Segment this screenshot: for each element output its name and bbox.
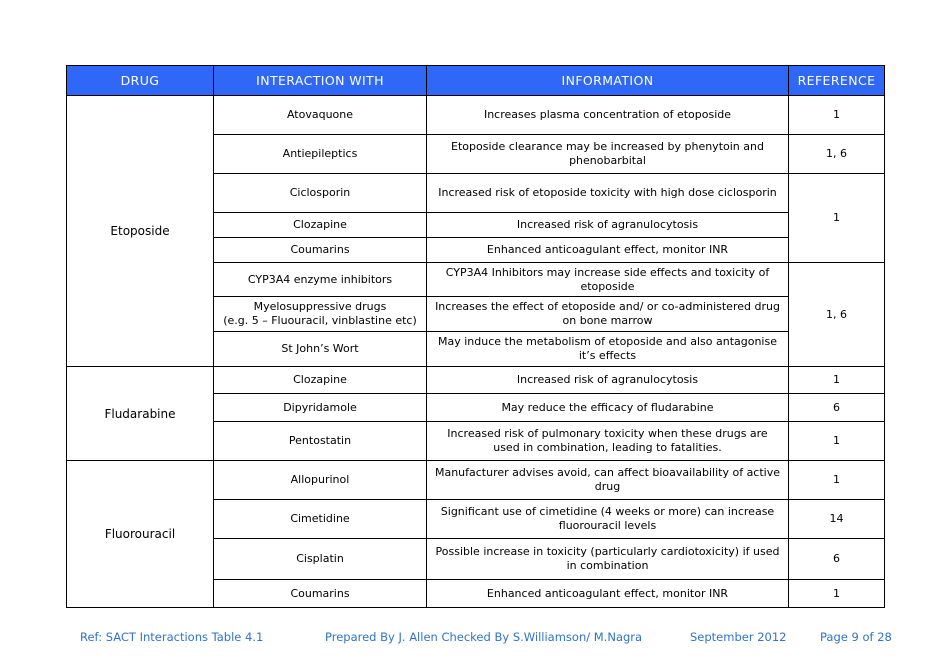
information-cell: Increased risk of etoposide toxicity with high dose ciclosporin [427, 174, 789, 213]
information-cell: CYP3A4 Inhibitors may increase side effects and toxicity of etoposide [427, 263, 789, 297]
interactions-table [66, 65, 885, 608]
reference-cell: 1 [789, 174, 885, 263]
footer-prepared-by: Prepared By J. Allen Checked By S.Williamson/ M.Nagra [325, 630, 643, 644]
footer-date: September 2012 [690, 630, 787, 644]
information-cell: Possible increase in toxicity (particularly cardiotoxicity) if used in combination [427, 539, 789, 580]
interaction-cell: Atovaquone [214, 96, 427, 135]
information-cell: Increases plasma concentration of etoposide [427, 96, 789, 135]
interaction-cell: Coumarins [214, 580, 427, 608]
table-header-row [67, 66, 885, 96]
reference-cell: 1, 6 [789, 135, 885, 174]
information-cell: Increased risk of agranulocytosis [427, 213, 789, 238]
header-drug: DRUG [67, 66, 214, 96]
table-row [67, 461, 885, 500]
drug-cell-fluorouracil: Fluorouracil [67, 461, 214, 608]
interaction-text: Myelosuppressive drugs [253, 300, 387, 313]
reference-cell: 1 [789, 367, 885, 394]
interaction-cell: Dipyridamole [214, 394, 427, 422]
interaction-cell: Coumarins [214, 238, 427, 263]
footer-ref: Ref: SACT Interactions Table 4.1 [80, 630, 264, 644]
interaction-cell: Ciclosporin [214, 174, 427, 213]
information-cell: Manufacturer advises avoid, can affect bioavailability of active drug [427, 461, 789, 500]
table-row [67, 96, 885, 135]
interaction-cell: St John’s Wort [214, 332, 427, 367]
interaction-cell: Allopurinol [214, 461, 427, 500]
interaction-cell [214, 297, 427, 332]
information-cell: Increases the effect of etoposide and/ or co-administered drug on bone marrow [427, 297, 789, 332]
interaction-cell: Cimetidine [214, 500, 427, 539]
header-reference: REFERENCE [789, 66, 885, 96]
drug-cell-fludarabine: Fludarabine [67, 367, 214, 461]
reference-cell: 1, 6 [789, 263, 885, 367]
reference-cell: 14 [789, 500, 885, 539]
information-cell: May reduce the efficacy of fludarabine [427, 394, 789, 422]
information-cell: Enhanced anticoagulant effect, monitor INR [427, 580, 789, 608]
reference-cell: 1 [789, 422, 885, 461]
header-information: INFORMATION [427, 66, 789, 96]
interaction-cell: Antiepileptics [214, 135, 427, 174]
information-cell: Increased risk of agranulocytosis [427, 367, 789, 394]
drug-cell-etoposide: Etoposide [67, 96, 214, 367]
information-cell: May induce the metabolism of etoposide and also antagonise it’s effects [427, 332, 789, 367]
interaction-cell: Pentostatin [214, 422, 427, 461]
reference-cell: 6 [789, 394, 885, 422]
interaction-cell: Clozapine [214, 213, 427, 238]
interaction-cell: Clozapine [214, 367, 427, 394]
footer-page-number: Page 9 of 28 [820, 630, 892, 644]
reference-cell: 1 [789, 461, 885, 500]
interaction-cell: Cisplatin [214, 539, 427, 580]
reference-cell: 1 [789, 96, 885, 135]
information-cell: Enhanced anticoagulant effect, monitor INR [427, 238, 789, 263]
information-cell: Significant use of cimetidine (4 weeks or more) can increase fluorouracil levels [427, 500, 789, 539]
information-cell: Increased risk of pulmonary toxicity when these drugs are used in combination, leading to fatalities. [427, 422, 789, 461]
reference-cell: 1 [789, 580, 885, 608]
interaction-cell: CYP3A4 enzyme inhibitors [214, 263, 427, 297]
reference-cell: 6 [789, 539, 885, 580]
table-row [67, 367, 885, 394]
interaction-note: (e.g. 5 – Fluouracil, vinblastine etc) [223, 314, 417, 327]
information-cell: Etoposide clearance may be increased by phenytoin and phenobarbital [427, 135, 789, 174]
header-interaction-with: INTERACTION WITH [214, 66, 427, 96]
